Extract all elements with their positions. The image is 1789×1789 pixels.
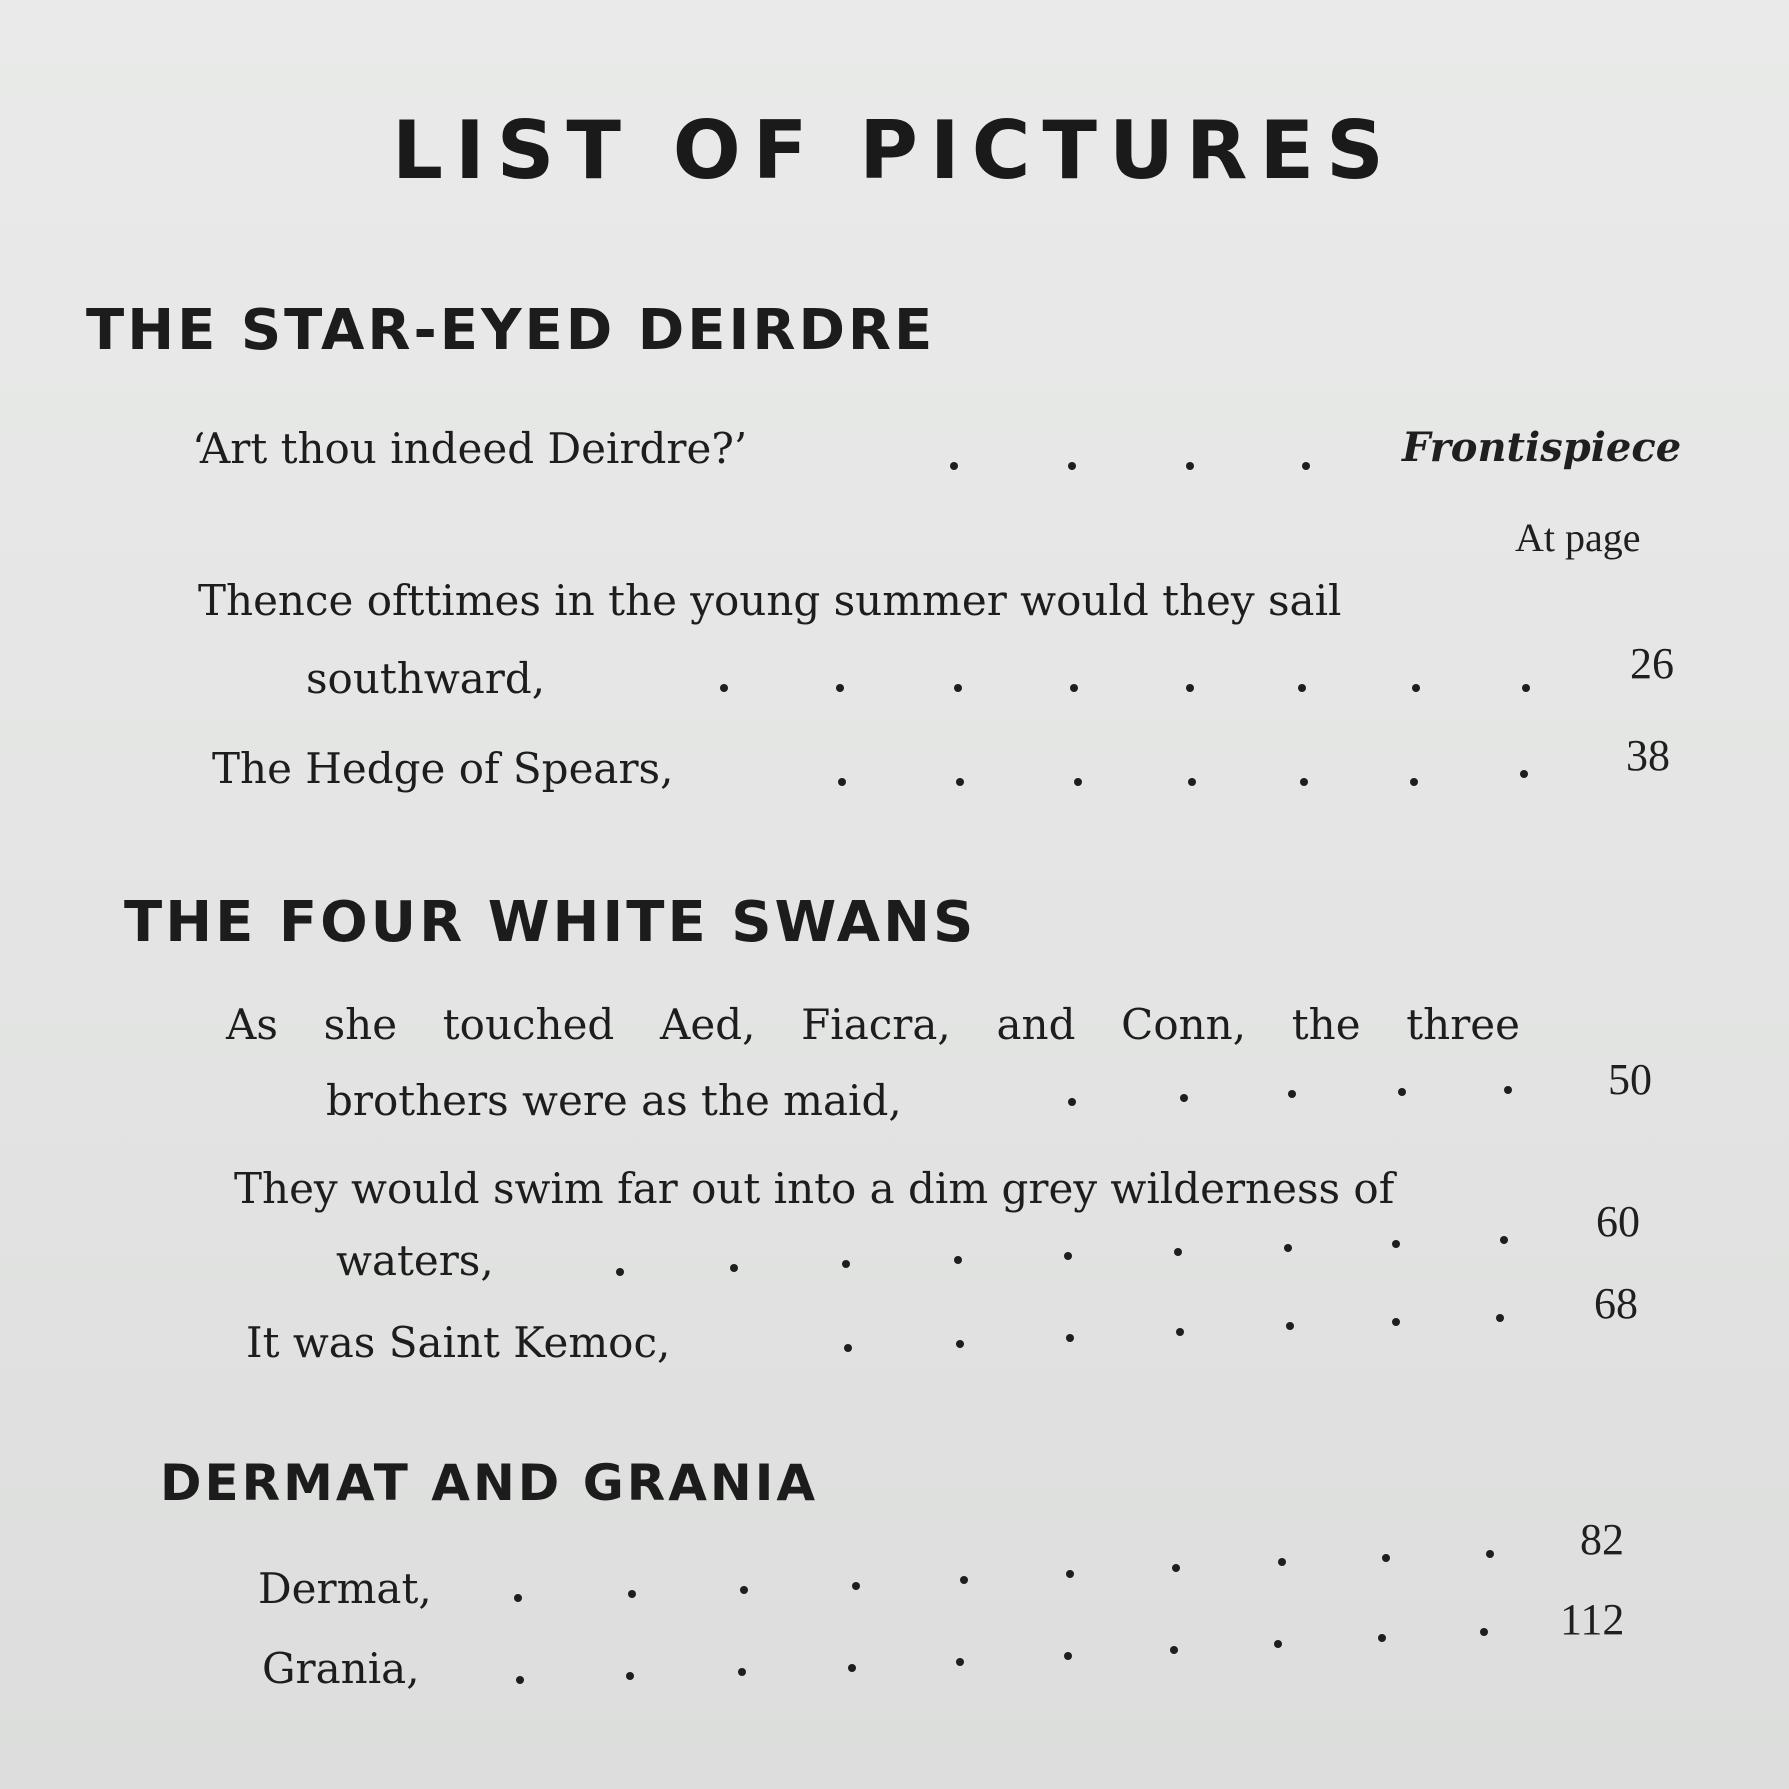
leader-dot (1298, 684, 1306, 692)
leader-dot (844, 1344, 852, 1352)
leader-dot (1392, 1318, 1400, 1326)
entry-title: The Hedge of Spears, (212, 744, 674, 793)
leader-dot (1068, 462, 1076, 470)
leader-dot (1066, 1570, 1074, 1578)
section-heading-deirdre: THE STAR-EYED DEIRDRE (86, 298, 936, 363)
page-title: LIST OF PICTURES (392, 104, 1396, 197)
leader-dot (852, 1582, 860, 1590)
entry-title: Grania, (262, 1644, 420, 1693)
leader-dot (1286, 1322, 1294, 1330)
leader-dot (1398, 1088, 1406, 1096)
leader-dot (842, 1260, 850, 1268)
section-heading-swans: THE FOUR WHITE SWANS (124, 890, 977, 955)
leader-dot (616, 1268, 624, 1276)
page-number: Frontispiece (1402, 424, 1682, 471)
leader-dot (1174, 1248, 1182, 1256)
leader-dot (1480, 1628, 1488, 1636)
leader-dot (1274, 1640, 1282, 1648)
leader-dot (514, 1594, 522, 1602)
entry-title: It was Saint Kemoc, (246, 1318, 671, 1367)
entry-title-line-1: Thence ofttimes in the young summer would they sail (198, 576, 1342, 625)
leader-dot (1070, 684, 1078, 692)
leader-dot (1300, 778, 1308, 786)
leader-dot (720, 684, 728, 692)
leader-dot (1172, 1564, 1180, 1572)
leader-dot (1412, 684, 1420, 692)
leader-dot (1188, 778, 1196, 786)
leader-dot (1074, 778, 1082, 786)
leader-dot (628, 1590, 636, 1598)
leader-dot (1486, 1550, 1494, 1558)
leader-dot (950, 462, 958, 470)
leader-dot (1288, 1090, 1296, 1098)
leader-dot (954, 684, 962, 692)
leader-dot (1064, 1252, 1072, 1260)
leader-dot (1278, 1558, 1286, 1566)
leader-dot (1382, 1554, 1390, 1562)
page-number: 68 (1594, 1279, 1638, 1328)
leader-dot (1180, 1094, 1188, 1102)
leader-dot (738, 1668, 746, 1676)
leader-dot (626, 1672, 634, 1680)
leader-dot (1066, 1334, 1074, 1342)
leader-dot (1302, 462, 1310, 470)
leader-dot (836, 684, 844, 692)
entry-title-line-2: waters, (336, 1236, 494, 1285)
entry-title: ‘Art thou indeed Deirdre?’ (192, 424, 748, 473)
leader-dot (1522, 684, 1530, 692)
leader-dot (1064, 1652, 1072, 1660)
page-number: 60 (1596, 1197, 1640, 1246)
leader-dot (1504, 1086, 1512, 1094)
leader-dot (1496, 1314, 1504, 1322)
leader-dot (1392, 1240, 1400, 1248)
leader-dot (516, 1676, 524, 1684)
leader-dot (838, 778, 846, 786)
page-number: 38 (1626, 731, 1670, 780)
leader-dot (1410, 778, 1418, 786)
leader-dot (1176, 1328, 1184, 1336)
leader-dot (1378, 1634, 1386, 1642)
leader-dot (960, 1576, 968, 1584)
page-number: 26 (1630, 639, 1674, 688)
leader-dot (956, 1658, 964, 1666)
leader-dot (1520, 770, 1528, 778)
entry-title-line-1: They would swim far out into a dim grey wilderness of (234, 1164, 1395, 1213)
page-number: 112 (1560, 1595, 1625, 1644)
page-number: 50 (1608, 1055, 1652, 1104)
leader-dot (956, 1340, 964, 1348)
leader-dot (956, 778, 964, 786)
leader-dot (1186, 684, 1194, 692)
column-header: At page (1515, 515, 1641, 560)
leader-dot (1068, 1098, 1076, 1106)
section-heading-grania: DERMAT AND GRANIA (160, 1454, 819, 1512)
leader-dot (740, 1586, 748, 1594)
page-number: 82 (1580, 1515, 1624, 1564)
leader-dot (848, 1664, 856, 1672)
entry-title-line-2: brothers were as the maid, (326, 1076, 902, 1125)
leader-dot (954, 1256, 962, 1264)
leader-dot (1284, 1244, 1292, 1252)
entry-title-line-2: southward, (306, 654, 546, 703)
leader-dot (1186, 462, 1194, 470)
leader-dot (1170, 1646, 1178, 1654)
leader-dot (730, 1264, 738, 1272)
entry-title-line-1: As she touched Aed, Fiacra, and Conn, the three (226, 1000, 1520, 1049)
entry-title: Dermat, (258, 1564, 432, 1613)
leader-dot (1500, 1236, 1508, 1244)
